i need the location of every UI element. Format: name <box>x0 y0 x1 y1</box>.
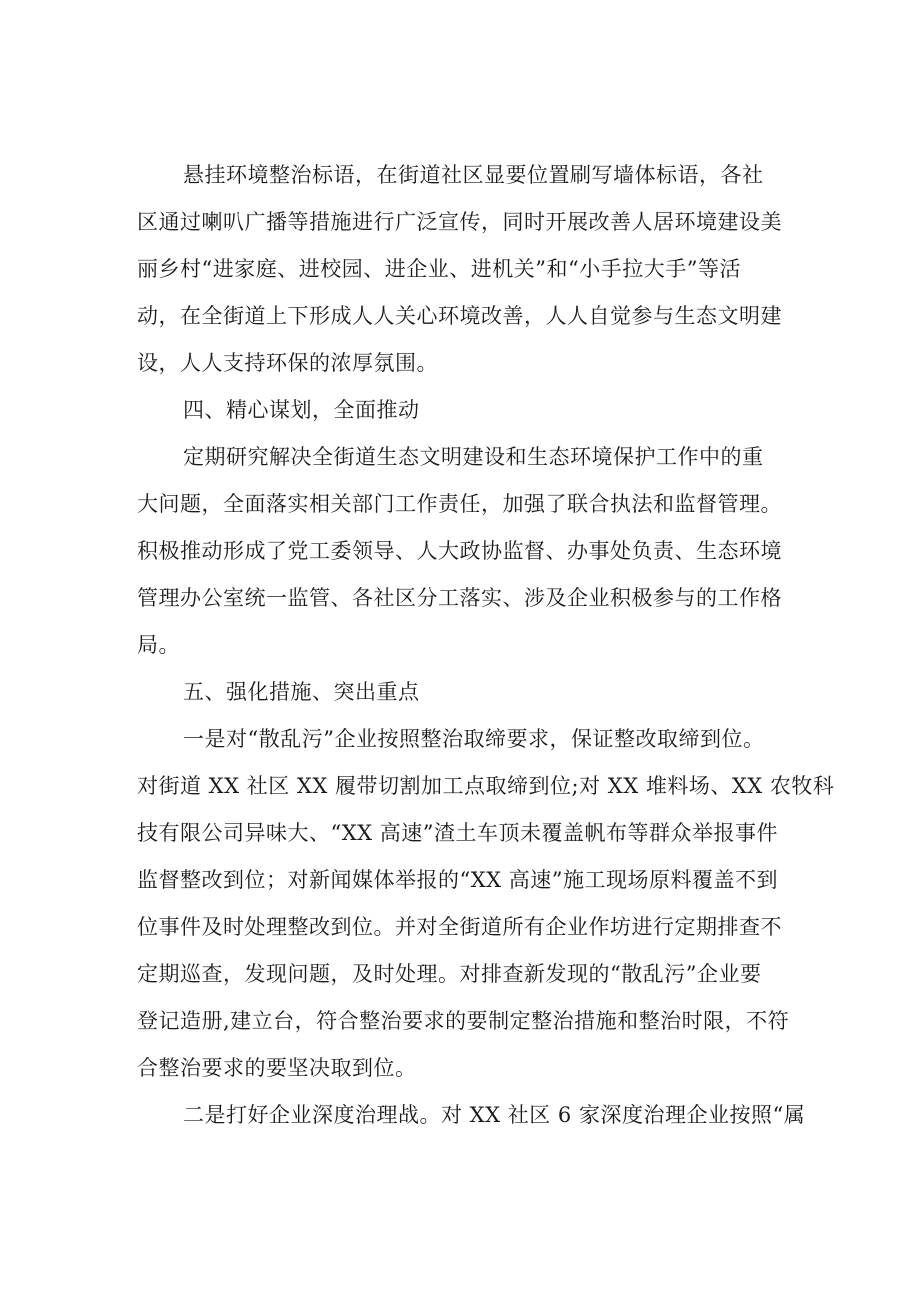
text-line: 区通过喇叭广播等措施进行广泛宣传，同时开展改善人居环境建设美 <box>137 210 782 234</box>
text-line: 积极推动形成了党工委领导、人大政协监督、办事处负责、生态环境 <box>137 539 782 563</box>
text-line: 局。 <box>137 633 180 657</box>
text-line: 定期研究解决全街道生态文明建设和生态环境保护工作中的重 <box>183 445 764 469</box>
text-line: 定期巡查，发现问题，及时处理。对排查新发现的“散乱污”企业要 <box>137 962 762 986</box>
text-line: 技有限公司异味大、“XX 高速”渣土车顶未覆盖帆布等群众举报事件 <box>137 821 779 845</box>
text-line: 悬挂环境整治标语，在街道社区显要位置刷写墙体标语，各社 <box>183 163 764 187</box>
text-line: 监督整改到位；对新闻媒体举报的“XX 高速”施工现场原料覆盖不到 <box>137 868 779 892</box>
section-heading: 四、精心谋划，全面推动 <box>183 398 420 422</box>
text-line: 丽乡村“进家庭、进校园、进企业、进机关”和“小手拉大手”等活 <box>137 257 741 281</box>
text-line: 对街道 XX 社区 XX 履带切割加工点取缔到位;对 XX 堆料场、XX 农牧科 <box>137 774 835 798</box>
text-line: 登记造册,建立台，符合整治要求的要制定整治措施和整治时限，不符 <box>137 1009 790 1033</box>
section-heading: 五、强化措施、突出重点 <box>183 680 420 704</box>
text-line: 设，人人支持环保的浓厚氛围。 <box>137 351 438 375</box>
text-line: 二是打好企业深度治理战。对 XX 社区 6 家深度治理企业按照“属 <box>183 1103 806 1127</box>
text-line: 一是对“散乱污”企业按照整治取缔要求，保证整改取缔到位。 <box>183 727 765 751</box>
text-line: 大问题，全面落实相关部门工作责任，加强了联合执法和监督管理。 <box>137 492 782 516</box>
text-line: 动，在全街道上下形成人人关心环境改善，人人自觉参与生态文明建 <box>137 304 782 328</box>
text-line: 合整治要求的要坚决取到位。 <box>137 1056 417 1080</box>
text-line: 位事件及时处理整改到位。并对全街道所有企业作坊进行定期排查不 <box>137 915 782 939</box>
text-line: 管理办公室统一监管、各社区分工落实、涉及企业积极参与的工作格 <box>137 586 782 610</box>
